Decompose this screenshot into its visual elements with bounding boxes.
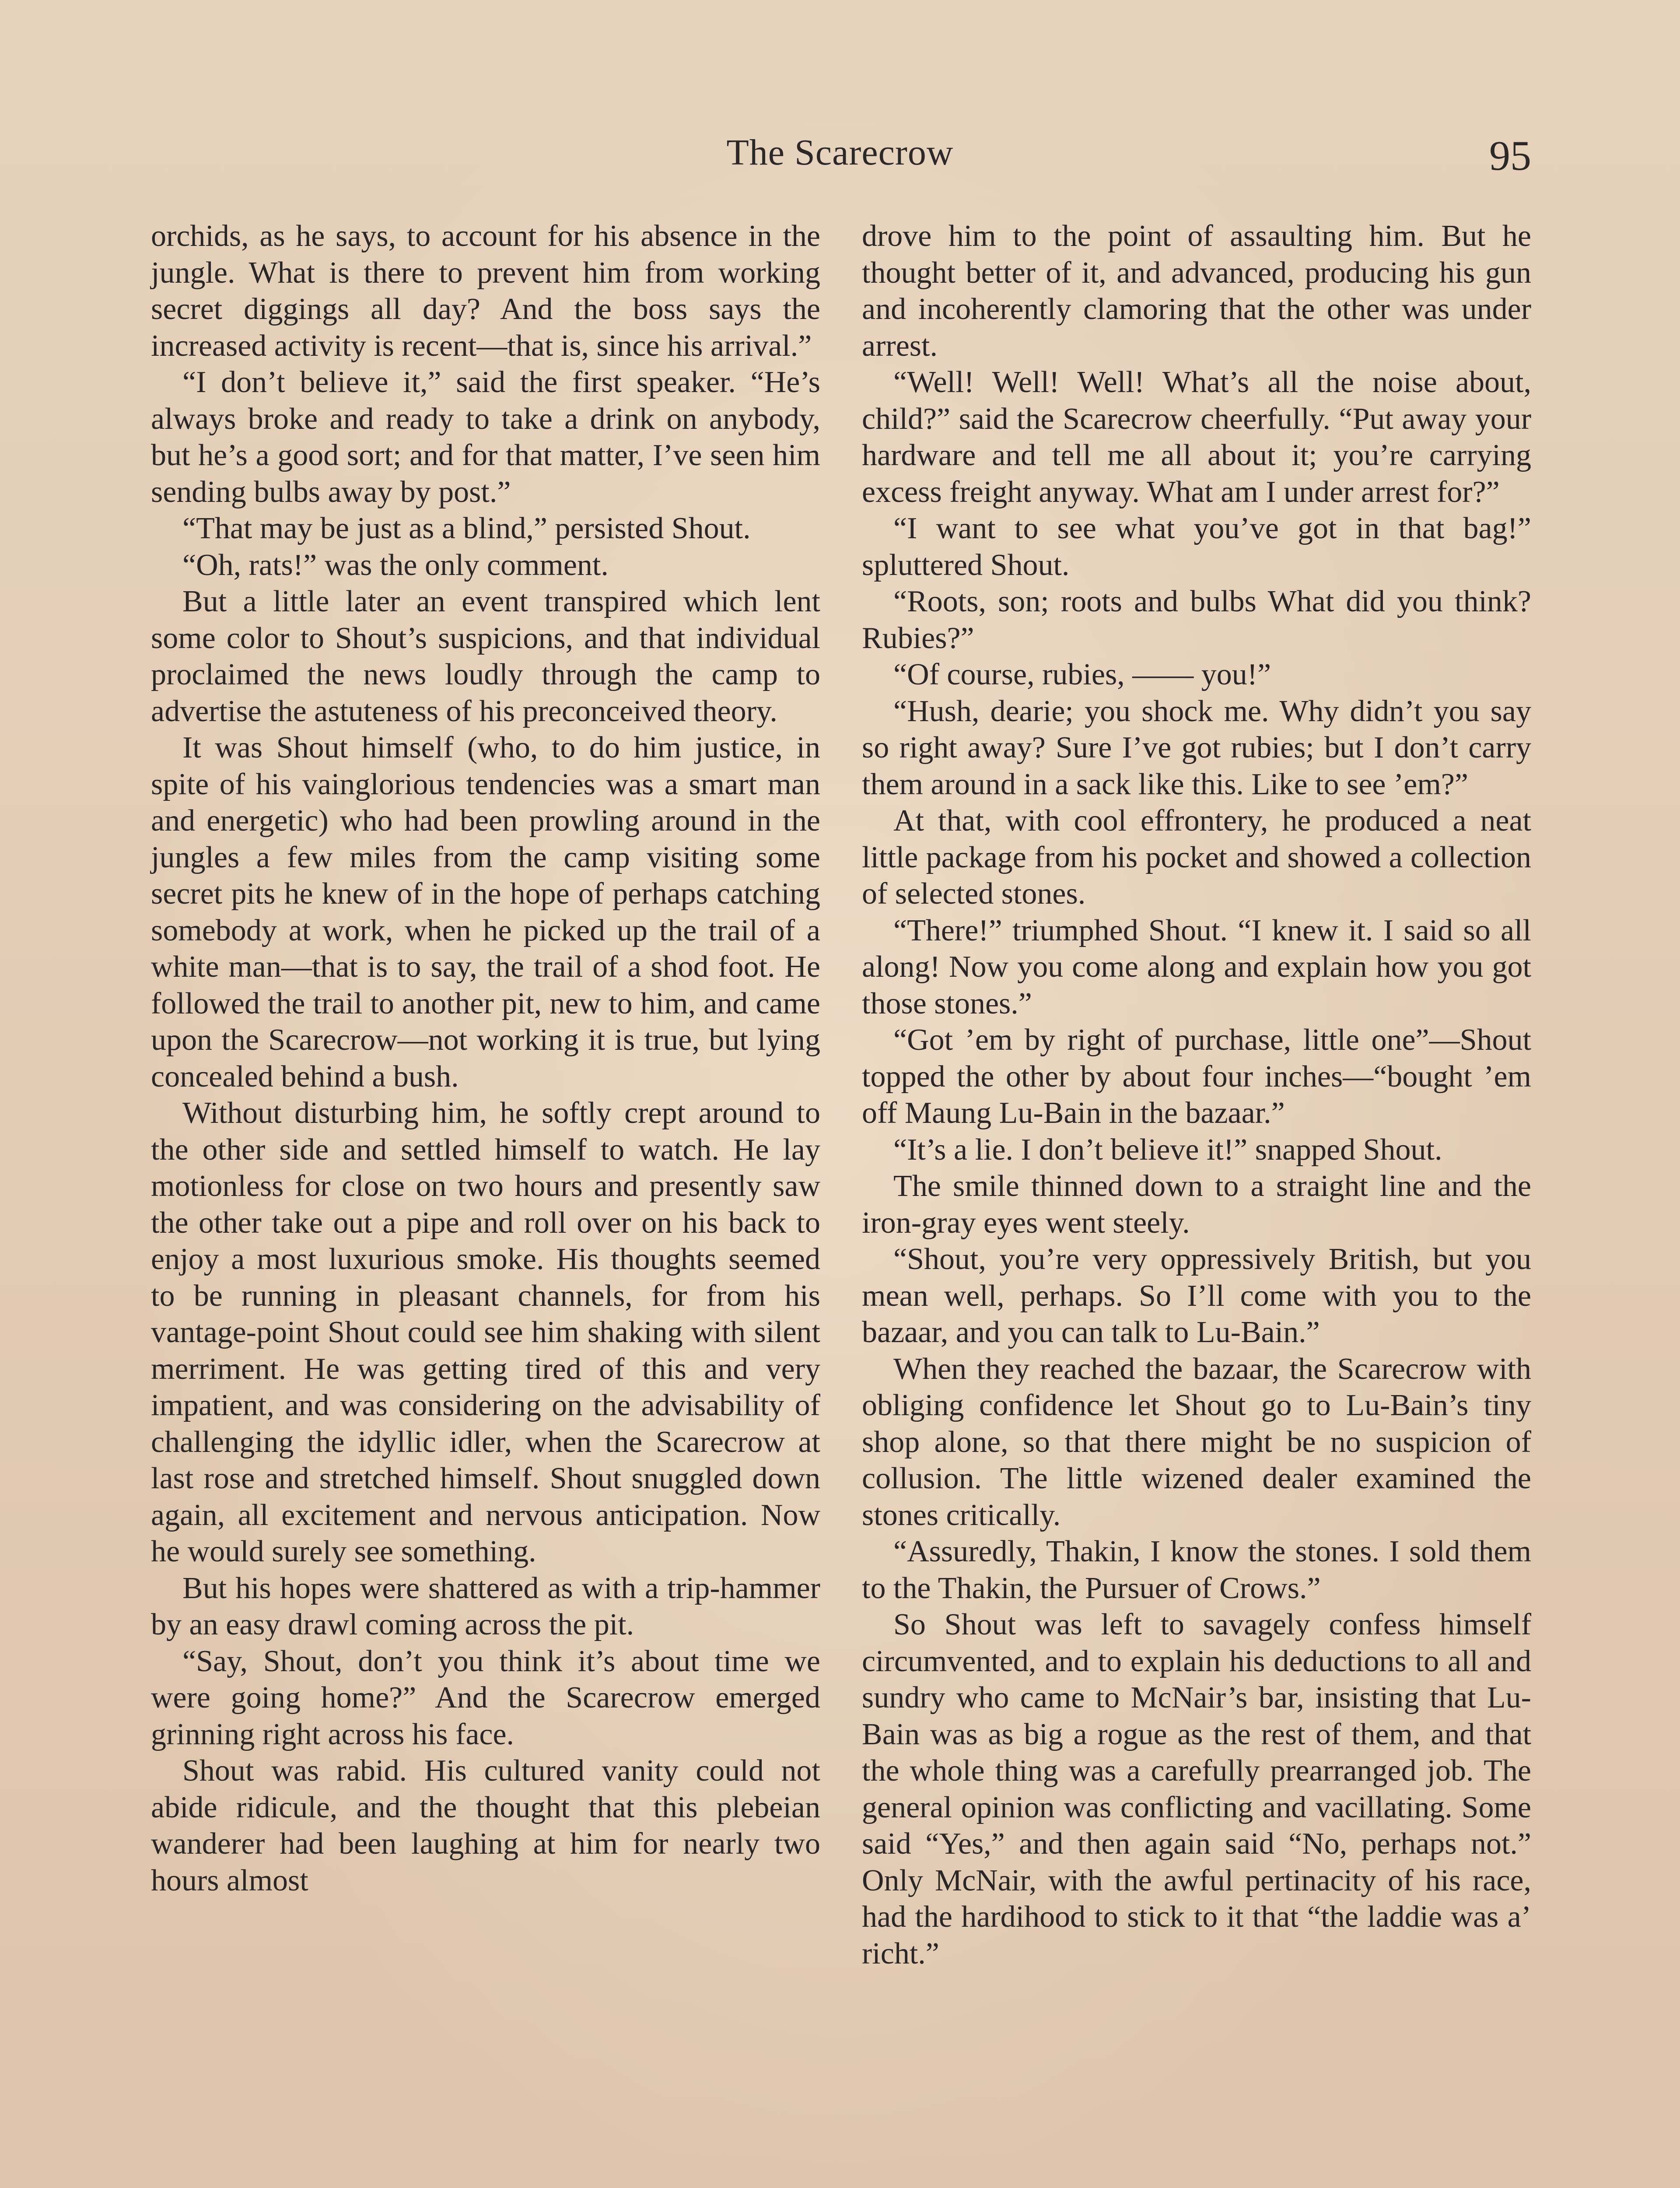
paragraph: “Assuredly, Thakin, I know the stones. I sold them to the Thakin, the Pursuer of Crows.”	[862, 1535, 1531, 1605]
left-column	[151, 218, 820, 1899]
paragraph: “Shout, you’re very oppressively British, but you mean well, perhaps. So I’ll come with you to the bazaar, and you can talk to Lu-Bain.”	[862, 1242, 1531, 1349]
paragraph: Without disturbing him, he softly crept around to the other side and settled himself to watch. He lay motionless for close on two hours and presently saw the other take out a pipe and roll over on his back to enjoy a most luxurious smoke. His thoughts seemed to be running in pleasant channels, for from his vantage-point Shout could see him shaking with silent merriment. He was getting tired of this and very impatient, and was considering on the advisability of challenging the idyllic idler, when the Scarecrow at last rose and stretched himself. Shout snuggled down again, all excitement and nervous anticipation. Now he would surely see something.	[151, 1096, 820, 1568]
paragraph: Shout was rabid. His cultured vanity could not abide ridicule, and the thought that this plebeian wanderer had been laughing at him for nearly two hours almost	[151, 1754, 820, 1897]
paragraph: “Of course, rubies, —— you!”	[893, 658, 1271, 691]
paragraph: “I want to see what you’ve got in that bag!” spluttered Shout.	[862, 512, 1531, 582]
paragraph: “There!” triumphed Shout. “I knew it. I said so all along! Now you come along and explain how you got those stones.”	[862, 913, 1531, 1020]
paragraph: So Shout was left to savagely confess himself circumvented, and to explain his deductions to all and sundry who came to McNair’s bar, insisting that Lu-Bain was as big a rogue as the rest of them, and that the whole thing was a carefully prearranged job. The general opinion was conflicting and vacillating. Some said “Yes,” and then again said “No, perhaps not.” Only McNair, with the awful pertinacity of his race, had the hardihood to stick to it that “the laddie was a’ richt.”	[862, 1608, 1531, 1971]
paragraph: “I don’t believe it,” said the first speaker. “He’s always broke and ready to take a drink on anybody, but he’s a good sort; and for that matter, I’ve seen him sending bulbs away by post.”	[151, 365, 820, 509]
paragraph: But a little later an event transpired which lent some color to Shout’s suspicions, and that individual proclaimed the news loudly through the camp to advertise the astuteness of his preconceived theory.	[151, 585, 820, 728]
paragraph: It was Shout himself (who, to do him justice, in spite of his vainglorious tendencies was a smart man and energetic) who had been prowling around in the jungles a few miles from the camp visiting some secret pits he knew of in the hope of perhaps catching somebody at work, when he picked up the trail of a white man—that is to say, the trail of a shod foot. He followed the trail to another pit, new to him, and came upon the Scarecrow—not working it is true, but lying concealed behind a bush.	[151, 731, 820, 1094]
paragraph: “Hush, dearie; you shock me. Why didn’t you say so right away? Sure I’ve got rubies; but I don’t carry them around in a sack like this. Like to see ’em?”	[862, 694, 1531, 801]
page-number: 95	[1489, 132, 1531, 179]
paragraph: At that, with cool effrontery, he produced a neat little package from his pocket and showed a collection of selected stones.	[862, 804, 1531, 911]
right-column	[862, 218, 1531, 1972]
paragraph: “Got ’em by right of purchase, little one”—Shout topped the other by about four inches—“bought ’em off Maung Lu-Bain in the bazaar.”	[862, 1023, 1531, 1130]
paragraph: “Say, Shout, don’t you think it’s about time we were going home?” And the Scarecrow emerged grinning right across his face.	[151, 1644, 820, 1751]
paragraph: “Roots, son; roots and bulbs What did you think? Rubies?”	[862, 585, 1531, 655]
paragraph: The smile thinned down to a straight line and the iron-gray eyes went steely.	[862, 1169, 1531, 1240]
paragraph: “It’s a lie. I don’t believe it!” snapped Shout.	[893, 1133, 1442, 1167]
paragraph: “That may be just as a blind,” persisted Shout.	[182, 512, 751, 545]
paragraph: orchids, as he says, to account for his absence in the jungle. What is there to prevent him from working secret diggings all day? And the boss says the increased activity is recent—that is, since his arrival.”	[151, 219, 820, 363]
paragraph: But his hopes were shattered as with a trip-hammer by an easy drawl coming across the pit.	[151, 1571, 820, 1641]
paragraph: drove him to the point of assaulting him. But he thought better of it, and advanced, producing his gun and incoherently clamoring that the other was under arrest.	[862, 219, 1531, 363]
paragraph: When they reached the bazaar, the Scarecrow with obliging confidence let Shout go to Lu-Bain’s tiny shop alone, so that there might be no suspicion of collusion. The little wizened dealer examined the stones critically.	[862, 1352, 1531, 1532]
paragraph: “Oh, rats!” was the only comment.	[182, 548, 609, 582]
running-title: The Scarecrow	[726, 132, 954, 173]
paragraph: “Well! Well! Well! What’s all the noise about, child?” said the Scarecrow cheerfully. “Put away your hardware and tell me all about it; you’re carrying excess freight anyway. What am I under arrest for?”	[862, 365, 1531, 509]
